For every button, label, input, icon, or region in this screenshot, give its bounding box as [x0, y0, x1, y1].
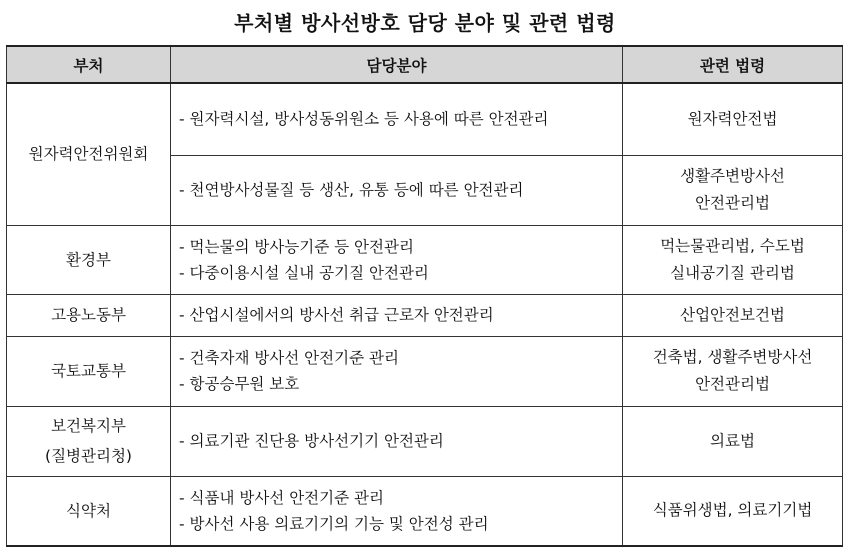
dept-cell [7, 406, 171, 476]
table-row [7, 476, 843, 546]
header-dept: 부처 [7, 46, 171, 83]
field-cell [171, 225, 623, 294]
dept-name: 보건복지부 [51, 417, 126, 435]
dept-cell [7, 83, 171, 225]
page-title: 부처별 방사선방호 담당 분야 및 관련 법령 [234, 11, 616, 35]
law-cell [623, 225, 843, 294]
law-cell [623, 83, 843, 155]
field-item: - 건축자재 방사선 안전기준 관리 [179, 349, 399, 367]
field-cell [171, 476, 623, 546]
law-name: 식품위생법, 의료기기법 [652, 501, 813, 520]
agency-table [6, 45, 843, 547]
dept-name: 국토교통부 [51, 362, 126, 380]
field-item: - 항공승무원 보호 [179, 375, 300, 393]
dept-cell [7, 476, 171, 546]
dept-name: 식약처 [66, 501, 111, 520]
field-cell [171, 155, 623, 225]
law-name: 실내공기질 관리법 [670, 263, 795, 282]
law-name: 산업안전보건법 [680, 305, 785, 324]
field-item: - 다중이용시설 실내 공기질 안전관리 [179, 263, 429, 282]
dept-name: 원자력안전위원회 [28, 145, 149, 164]
header-law: 관련 법령 [623, 46, 843, 83]
law-name: 생활주변방사선 [680, 167, 785, 185]
law-name: 원자력안전법 [687, 109, 778, 128]
dept-subname: (질병관리청) [45, 447, 132, 465]
dept-name: 환경부 [66, 250, 111, 269]
header-field: 담당분야 [171, 46, 623, 83]
table-row [7, 294, 843, 336]
field-cell [171, 83, 623, 155]
law-name: 안전관리법 [695, 194, 770, 212]
law-cell [623, 406, 843, 476]
law-cell [623, 155, 843, 225]
field-item: - 원자력시설, 방사성동위원소 등 사용에 따른 안전관리 [179, 110, 549, 129]
field-item: - 의료기관 진단용 방사선기기 안전관리 [179, 432, 444, 450]
table-row [7, 83, 843, 155]
field-cell [171, 406, 623, 476]
law-name: 안전관리법 [695, 375, 770, 393]
field-item: - 천연방사성물질 등 생산, 유통 등에 따른 안전관리 [179, 181, 524, 199]
field-cell [171, 294, 623, 336]
table-row [7, 406, 843, 476]
field-item: - 먹는물의 방사능기준 등 안전관리 [179, 237, 414, 256]
law-cell [623, 294, 843, 336]
field-item: - 식품내 방사선 안전기준 관리 [179, 488, 384, 507]
dept-cell [7, 336, 171, 406]
field-item: - 방사선 사용 의료기기의 기능 및 안전성 관리 [179, 514, 489, 533]
dept-cell [7, 225, 171, 294]
law-cell [623, 476, 843, 546]
dept-cell [7, 294, 171, 336]
table-header-row [7, 46, 843, 83]
law-name: 의료법 [710, 431, 755, 450]
field-item: - 산업시설에서의 방사선 취급 근로자 안전관리 [179, 306, 494, 324]
table-row [7, 336, 843, 406]
table-row [7, 225, 843, 294]
law-cell [623, 336, 843, 406]
law-name: 건축법, 생활주변방사선 [652, 348, 813, 366]
dept-name: 고용노동부 [51, 306, 126, 324]
law-name: 먹는물관리법, 수도법 [660, 236, 805, 255]
field-cell [171, 336, 623, 406]
